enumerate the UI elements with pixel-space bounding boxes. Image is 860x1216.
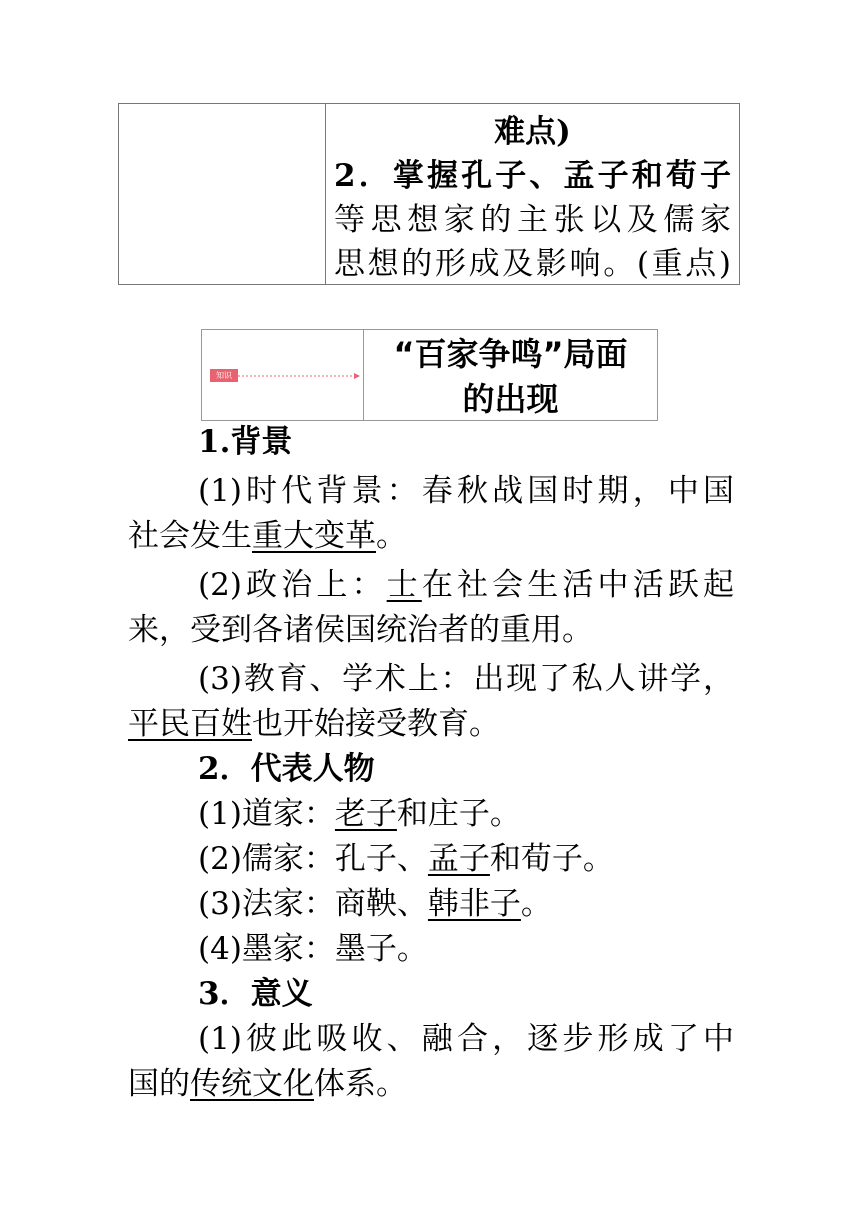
text-span: 。 — [376, 518, 407, 554]
underlined-term: 传统文化 — [190, 1066, 314, 1102]
heading-representatives: 2．代表人物 — [198, 751, 375, 787]
text-span: 国的 — [128, 1066, 190, 1102]
text-span: (3)法家：商鞅、 — [198, 886, 428, 922]
text-span: 。 — [520, 886, 552, 922]
paragraph-line — [128, 1062, 734, 1107]
text-span: (1)道家： — [198, 796, 335, 832]
arrow-right-icon — [238, 369, 362, 383]
paragraph-line — [128, 563, 734, 608]
paragraph-line: (1)时代背景：春秋战国时期，中国 — [198, 473, 734, 509]
text-span: 和荀子。 — [489, 841, 614, 877]
paragraph-line — [128, 702, 734, 747]
knowledge-badge: 知识 — [210, 369, 238, 382]
underlined-term: 平民百姓 — [128, 706, 252, 742]
objectives-table — [118, 103, 740, 285]
heading-significance: 3．意义 — [198, 976, 313, 1012]
text-span: 也开始接受教育。 — [252, 706, 500, 742]
objective-text-line: 2．掌握孔子、孟子和荀子 — [334, 158, 731, 194]
section-title-line: “百家争鸣”局面 — [393, 335, 628, 373]
objectives-table-right-cell — [326, 104, 739, 284]
paragraph-line — [128, 837, 734, 882]
paragraph-line — [128, 792, 734, 837]
section-header-box — [201, 329, 658, 421]
text-span: (2)政治上： — [198, 567, 387, 603]
paragraph-line: (1)彼此吸收、融合，逐步形成了中 — [198, 1021, 734, 1057]
paragraph-line: (3)教育、学术上：出现了私人讲学， — [198, 661, 734, 697]
section-title-line: 的出现 — [462, 380, 559, 418]
objective-text-line: 思想的形成及影响。(重点) — [334, 246, 731, 282]
underlined-term: 老子 — [334, 796, 397, 832]
section-icon-cell — [202, 330, 364, 420]
paragraph-line: (4)墨家：墨子。 — [198, 931, 428, 967]
underlined-term: 孟子 — [427, 841, 490, 877]
objectives-table-left-cell — [119, 104, 326, 284]
underlined-term: 士 — [386, 567, 422, 603]
objective-text-line: 难点) — [494, 114, 571, 150]
paragraph-line: 来，受到各诸侯国统治者的重用。 — [128, 612, 593, 648]
text-span: 社会发生 — [128, 518, 252, 554]
paragraph-line — [128, 882, 734, 927]
text-span: 在社会生活中活跃起 — [421, 567, 734, 603]
text-span: 和庄子。 — [396, 796, 521, 832]
underlined-term: 重大变革 — [252, 518, 376, 554]
paragraph-line — [128, 514, 734, 559]
text-span: (2)儒家：孔子、 — [198, 841, 428, 877]
body-text — [128, 420, 734, 1107]
heading-background: 1.背景 — [198, 424, 293, 460]
section-title — [364, 330, 657, 420]
underlined-term: 韩非子 — [427, 886, 521, 922]
text-span: 体系。 — [314, 1066, 407, 1102]
objective-text-line: 等思想家的主张以及儒家 — [334, 202, 731, 238]
